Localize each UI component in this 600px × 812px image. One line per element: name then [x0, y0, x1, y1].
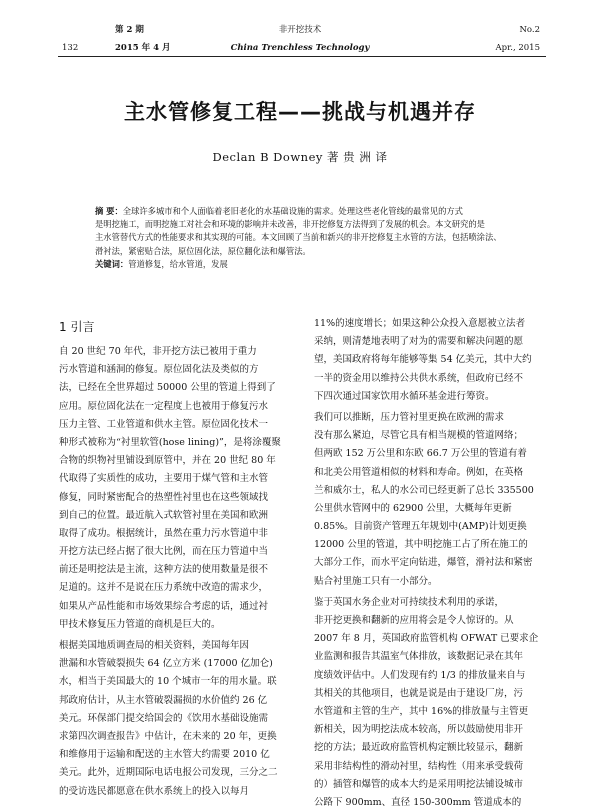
text-line: 下四次通过国家饮用水循环基金进行筹资。: [314, 390, 495, 402]
text-line: 贴合衬里施工只有一小部分。: [314, 575, 438, 587]
right-column-text: [314, 315, 552, 812]
text-line: 污水管道和涵洞的修复。原位固化法及类似的方: [59, 364, 259, 376]
text-line: 新相关，因为明挖法成本较高，所以鼓励使用非开: [314, 724, 524, 736]
text-line: 没有那么紧迫，尽管它具有相当规模的管道网络；: [314, 430, 524, 442]
text-line: 代取得了实质性的成功，主要用于煤气管和主水管: [59, 473, 269, 485]
text-line: 业监测和报告其温室气体排放，该数据记录在其年: [314, 651, 524, 663]
text-line: 根据美国地质调查局的相关资料，美国每年因: [59, 640, 250, 651]
text-line: 甲技术修复压力管道的商机是巨大的。: [59, 618, 221, 630]
text-line: 其相关的其他项目，也就是说是由于建设厂房，污: [314, 687, 524, 699]
text-line: 公路下 900mm、直径 150-300mm 管道成本的: [314, 796, 522, 808]
text-line: 自 20 世纪 70 年代，非开挖方法已被用于重力: [59, 346, 257, 357]
text-line: 望，美国政府将每年能够等集 54 亿美元，其中大约: [314, 354, 532, 366]
text-line: 12000 公里的管道，其中明挖施工占了所在施工的: [314, 539, 528, 551]
text-line: 法，已经在全世界超过 50000 公里的管道上得到了: [59, 382, 276, 394]
header-rule: [58, 56, 546, 57]
text-line: 和维修用于运输和配送的主水管大约需要 2010 亿: [59, 749, 270, 761]
left-column-text: [59, 343, 298, 801]
body-column-right: [314, 315, 552, 812]
article-author: Declan B Downey 著 贵 洲 译: [212, 150, 388, 164]
text-line: 一半的资金用以维持公共供水系统，但政府已经不: [314, 372, 524, 384]
text-line: 的）插管和爆管的成本大约是采用明挖法铺设城市: [314, 778, 524, 790]
text-line: 足道的。这并不是说在压力系统中改造的需求少，: [59, 582, 269, 594]
text-line: 水，相当于美国最大的 10 个城市一年的用水量。联: [59, 676, 277, 688]
text-line: 开挖方法已经占据了很大比例，而在压力管道中当: [59, 546, 269, 558]
abstract: [95, 205, 513, 271]
text-line: 公里供水管网中的 62900 公里，大概每年更新: [314, 502, 512, 514]
text-line: 前还是明挖法是主流，这种方法的使用数量是很不: [59, 564, 269, 576]
header-journal-cn: 非开挖技术: [278, 25, 322, 35]
article-title: 主水管修复工程——挑战与机遇并存: [124, 100, 476, 124]
text-line: 非开挖更换和翻新的应用将会是令人惊讶的。从: [314, 615, 514, 626]
text-line: 如果从产品性能和市场效果综合考虑的话，通过衬: [59, 600, 269, 612]
text-line: 0.85%。目前资产管理五年规划中(AMP)计划更换: [314, 521, 527, 533]
text-line: 到自己的位置。最近航入式软管衬里在美国和欧洲: [59, 509, 269, 521]
text-line: 取得了成功。根据统计，虽然在重力污水管道中非: [59, 527, 269, 539]
abstract-text: 全球许多城市和个人面临着老旧老化的水基础设施的需求。处理这些老化管线的最常见的方式: [122, 206, 463, 216]
keywords-label: 关键词：: [95, 258, 129, 269]
header-date: 2015 年 4 月: [115, 43, 171, 53]
text-line: 应用。原位固化法在一定程度上也被用于修复污水: [59, 400, 269, 412]
text-line: 我们可以推断，压力管衬里更换在欧洲的需求: [314, 411, 505, 423]
abstract-line: 主水管替代方式的性能要求和其实现的可能。本文回顾了当前和新兴的非开挖修复主水管的方法，包括喷涂法、: [95, 232, 502, 243]
text-line: 2007 年 8 月，英国政府监管机构 OFWAT 已要求企: [314, 633, 539, 645]
text-line: 采用非结构性的滑动衬里，结构性（用来承受载荷: [314, 760, 524, 772]
abstract-line: 滑衬法，紧密贴合法，原位固化法，原位翻化法和爆管法。: [95, 245, 311, 256]
abstract-line: 是明挖施工，而明挖施工对社会和环境的影响并未改善，非开挖修复方法得到了发展的机会。本文研究的是: [95, 219, 485, 230]
abstract-label: 摘 要：: [95, 206, 123, 216]
text-line: 美元。此外，近期国际电话电报公司发现，三分之二: [59, 767, 278, 779]
header-issue: 第 2 期: [115, 25, 144, 35]
body-column-left: [59, 317, 298, 801]
text-line: 度绩效评估中。人们发现有约 1/3 的排放量来自与: [314, 669, 526, 681]
text-line: 兰和威尔士，私人的水公司已经更新了总长 335500: [314, 484, 534, 496]
text-line: 合物的织物衬里铺设到原管中，并在 20 世纪 80 年: [59, 455, 276, 467]
header-journal-en: China Trenchless Technology: [230, 43, 370, 53]
keywords-line: [95, 258, 513, 271]
text-line: 修复，同时紧密配合的热塑性衬里也在这些领域找: [59, 491, 269, 503]
text-line: 和北美公用管道相似的材料和寿命。例如，在英格: [314, 466, 524, 478]
text-line: 邦政府估计，从主水管破裂漏损的水价值约 26 亿: [59, 694, 268, 706]
text-line: 美元。环保部门提交给国会的《饮用水基础设施需: [59, 712, 269, 724]
header-issue-no: No.2: [519, 25, 540, 35]
text-line: 鉴于英国水务企业对可持续技术利用的承诺，: [314, 596, 505, 608]
text-line: 水管道和主管的生产，其中 16%的排放量与主管更: [314, 705, 529, 717]
text-line: 挖的方法；最近政府监管机构定额比较显示，翻新: [314, 742, 524, 754]
header-page-number: 132: [62, 43, 79, 53]
section-heading: 1 引言: [59, 320, 95, 334]
text-line: 但两欧 152 万公里和东欧 66.7 万公里的管道有着: [314, 448, 527, 460]
text-line: 大部分工作，而水平定向钻进，爆管，滑衬法和紧密: [314, 557, 533, 569]
text-line: 种形式被称为“衬里软管(hose lining)”，是将涂覆聚: [59, 436, 281, 448]
text-line: 压力主管、工业管道和供水主管。原位固化技术一: [59, 418, 269, 430]
text-line: 11%的速度增长；如果这种公众投入意愿被立法者: [314, 318, 526, 329]
text-line: 的受访选民都愿意在供水系统上的投入以每月: [59, 785, 250, 797]
abstract-line: [95, 205, 513, 218]
text-line: 泄漏和水管破裂损失 64 亿立方米 (17000 亿加仑): [59, 658, 273, 670]
text-line: 求第四次调查报告》中估计，在未来的 20 年，更换: [59, 730, 277, 742]
keywords-text: 管道修复，给水管道，发展: [128, 258, 228, 269]
header-date-en: Apr., 2015: [495, 43, 540, 53]
text-line: 采纳，则清楚地表明了对为的需要和解决问题的愿: [314, 336, 524, 348]
